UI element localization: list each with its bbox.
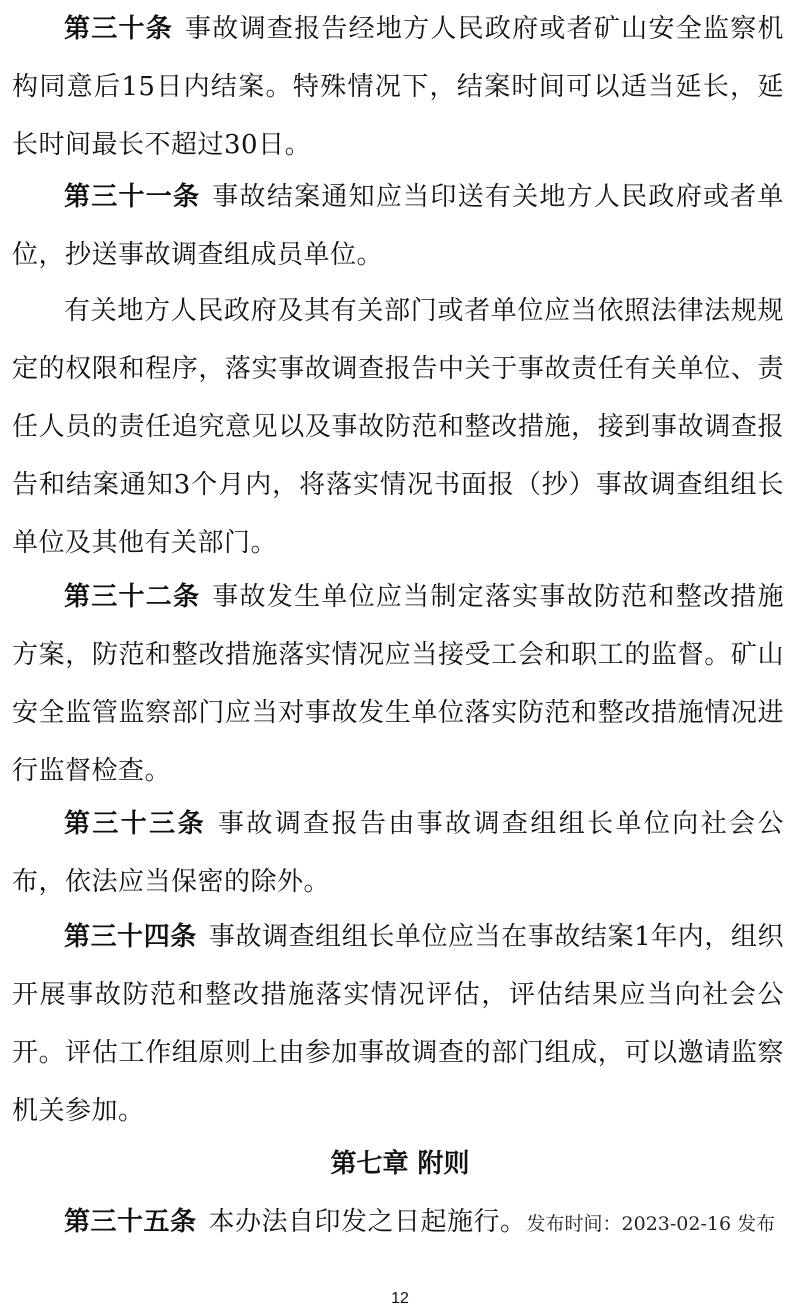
article-32 <box>12 568 784 800</box>
article-text: 事故调查组组长单位应当在事故结案1年内，组织开展事故防范和整改措施落实情况评估，评估结果应当向社会公开。评估工作组原则上由参加事故调查的部门组成，可以邀请监察机关参加。 <box>12 922 784 1126</box>
article-text: 事故结案通知应当印送有关地方人民政府或者单位，抄送事故调查组成员单位。 <box>12 182 784 270</box>
page-number: 12 <box>391 1290 409 1307</box>
article-31-paragraph-2 <box>12 282 784 572</box>
article-number: 第三十四条 <box>64 922 197 952</box>
article-text: 事故调查报告由事故调查组组长单位向社会公布，依法应当保密的除外。 <box>12 809 784 897</box>
chapter-title: 第七章 附则 <box>330 1149 470 1179</box>
article-30 <box>12 0 784 174</box>
article-number: 第三十三条 <box>64 809 206 839</box>
article-text: 本办法自印发之日起施行。 <box>208 1207 527 1237</box>
article-number: 第三十一条 <box>64 182 201 212</box>
article-number: 第三十二条 <box>64 582 201 612</box>
publish-date-note: 发布时间：2023-02-16 发布 <box>526 1213 776 1235</box>
article-number: 第三十五条 <box>64 1207 197 1237</box>
article-text: 事故发生单位应当制定落实事故防范和整改措施方案，防范和整改措施落实情况应当接受工会和职工的监督。矿山安全监管监察部门应当对事故发生单位落实防范和整改措施情况进行监督检查。 <box>12 582 784 786</box>
article-33 <box>12 795 784 911</box>
paragraph-text: 有关地方人民政府及其有关部门或者单位应当依照法律法规规定的权限和程序，落实事故调查报告中关于事故责任有关单位、责任人员的责任追究意见以及事故防范和整改措施，接到事故调查报告和结案通知3个月内，将落实情况书面报（抄）事故调查组组长单位及其他有关部门。 <box>12 296 784 558</box>
article-34 <box>12 908 784 1140</box>
article-31 <box>12 168 784 284</box>
article-text: 事故调查报告经地方人民政府或者矿山安全监察机构同意后15日内结案。特殊情况下，结案时间可以适当延长，延长时间最长不超过30日。 <box>12 14 784 160</box>
article-number: 第三十条 <box>64 14 174 44</box>
article-35 <box>12 1193 784 1253</box>
